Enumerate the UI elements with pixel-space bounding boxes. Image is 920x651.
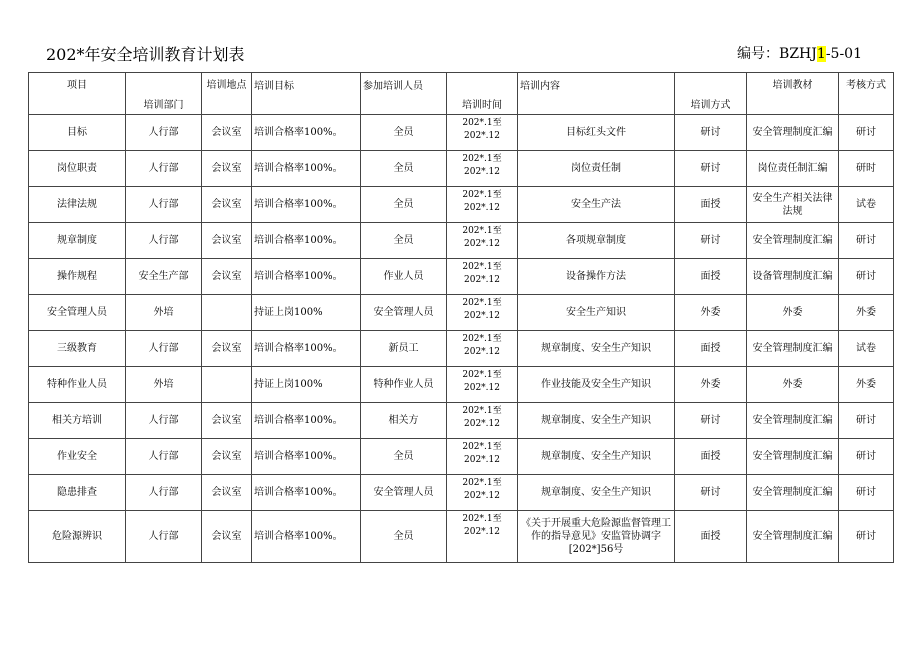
cell-materials: 安全管理制度汇编 bbox=[747, 511, 839, 563]
cell-goal: 持证上岗100% bbox=[252, 295, 361, 331]
cell-project: 安全管理人员 bbox=[29, 295, 126, 331]
cell-assessment: 研讨 bbox=[839, 115, 894, 151]
table-row bbox=[29, 259, 894, 295]
cell-participants: 全员 bbox=[361, 223, 447, 259]
cell-content: 岗位责任制 bbox=[518, 151, 675, 187]
header-content: 培训内容 bbox=[518, 73, 675, 115]
cell-method: 研讨 bbox=[675, 115, 747, 151]
cell-time: 202*.1至202*.12 bbox=[447, 187, 518, 223]
cell-time: 202*.1至202*.12 bbox=[447, 259, 518, 295]
header-department: 培训部门 bbox=[126, 73, 202, 115]
cell-location: 会议室 bbox=[202, 223, 252, 259]
table-row bbox=[29, 187, 894, 223]
cell-location: 会议室 bbox=[202, 259, 252, 295]
cell-content: 安全生产知识 bbox=[518, 295, 675, 331]
cell-time: 202*.1至202*.12 bbox=[447, 403, 518, 439]
cell-location: 会议室 bbox=[202, 151, 252, 187]
cell-materials: 安全管理制度汇编 bbox=[747, 331, 839, 367]
document-code bbox=[737, 43, 862, 63]
header-assessment: 考核方式 bbox=[839, 73, 894, 115]
table-row bbox=[29, 439, 894, 475]
cell-department: 外培 bbox=[126, 367, 202, 403]
header-goal: 培训目标 bbox=[252, 73, 361, 115]
cell-participants: 新员工 bbox=[361, 331, 447, 367]
cell-goal: 培训合格率100%。 bbox=[252, 223, 361, 259]
cell-materials: 安全管理制度汇编 bbox=[747, 223, 839, 259]
cell-time: 202*.1至202*.12 bbox=[447, 115, 518, 151]
cell-project: 岗位职责 bbox=[29, 151, 126, 187]
table-row bbox=[29, 223, 894, 259]
cell-project: 法律法规 bbox=[29, 187, 126, 223]
code-suffix: -5-01 bbox=[825, 46, 862, 62]
cell-location: 会议室 bbox=[202, 439, 252, 475]
cell-department: 人行部 bbox=[126, 223, 202, 259]
code-prefix: 编号：BZHJ bbox=[737, 46, 817, 62]
cell-assessment: 外委 bbox=[839, 367, 894, 403]
cell-content: 设备操作方法 bbox=[518, 259, 675, 295]
cell-goal: 培训合格率100%。 bbox=[252, 511, 361, 563]
cell-department: 人行部 bbox=[126, 403, 202, 439]
cell-project: 目标 bbox=[29, 115, 126, 151]
cell-goal: 培训合格率100%。 bbox=[252, 115, 361, 151]
cell-method: 外委 bbox=[675, 367, 747, 403]
cell-goal: 培训合格率100%。 bbox=[252, 475, 361, 511]
cell-method: 研讨 bbox=[675, 403, 747, 439]
cell-goal: 培训合格率100%。 bbox=[252, 151, 361, 187]
cell-time: 202*.1至202*.12 bbox=[447, 367, 518, 403]
cell-project: 作业安全 bbox=[29, 439, 126, 475]
cell-participants: 全员 bbox=[361, 151, 447, 187]
cell-content: 规章制度、安全生产知识 bbox=[518, 439, 675, 475]
training-plan-table bbox=[28, 72, 894, 563]
header-project: 项目 bbox=[29, 73, 126, 115]
cell-location: 会议室 bbox=[202, 331, 252, 367]
cell-assessment: 试卷 bbox=[839, 331, 894, 367]
cell-department: 人行部 bbox=[126, 439, 202, 475]
cell-department: 人行部 bbox=[126, 151, 202, 187]
cell-content: 安全生产法 bbox=[518, 187, 675, 223]
cell-location: 会议室 bbox=[202, 511, 252, 563]
cell-time: 202*.1至202*.12 bbox=[447, 223, 518, 259]
cell-department: 人行部 bbox=[126, 115, 202, 151]
header-materials: 培训教材 bbox=[747, 73, 839, 115]
cell-method: 面授 bbox=[675, 331, 747, 367]
cell-method: 外委 bbox=[675, 295, 747, 331]
cell-materials: 岗位责任制汇编 bbox=[747, 151, 839, 187]
table-row bbox=[29, 151, 894, 187]
cell-materials: 外委 bbox=[747, 295, 839, 331]
cell-materials: 安全管理制度汇编 bbox=[747, 115, 839, 151]
cell-participants: 全员 bbox=[361, 115, 447, 151]
cell-method: 研讨 bbox=[675, 475, 747, 511]
cell-assessment: 研讨 bbox=[839, 223, 894, 259]
cell-materials: 外委 bbox=[747, 367, 839, 403]
page-title: 202*年安全培训教育计划表 bbox=[46, 45, 245, 64]
cell-participants: 安全管理人员 bbox=[361, 475, 447, 511]
cell-project: 三级教育 bbox=[29, 331, 126, 367]
cell-time: 202*.1至202*.12 bbox=[447, 295, 518, 331]
cell-location bbox=[202, 367, 252, 403]
cell-project: 危险源辨识 bbox=[29, 511, 126, 563]
code-highlight: 1 bbox=[816, 46, 826, 62]
cell-participants: 全员 bbox=[361, 187, 447, 223]
cell-method: 面授 bbox=[675, 511, 747, 563]
header-method: 培训方式 bbox=[675, 73, 747, 115]
table-row bbox=[29, 115, 894, 151]
cell-goal: 培训合格率100%。 bbox=[252, 331, 361, 367]
cell-time: 202*.1至202*.12 bbox=[447, 511, 518, 563]
cell-location: 会议室 bbox=[202, 475, 252, 511]
cell-department: 人行部 bbox=[126, 187, 202, 223]
cell-participants: 全员 bbox=[361, 439, 447, 475]
cell-assessment: 研讨 bbox=[839, 511, 894, 563]
cell-participants: 特种作业人员 bbox=[361, 367, 447, 403]
cell-method: 面授 bbox=[675, 259, 747, 295]
cell-materials: 安全管理制度汇编 bbox=[747, 403, 839, 439]
header-participants: 参加培训人员 bbox=[361, 73, 447, 115]
cell-materials: 安全管理制度汇编 bbox=[747, 475, 839, 511]
cell-location: 会议室 bbox=[202, 187, 252, 223]
cell-materials: 安全生产相关法律法规 bbox=[747, 187, 839, 223]
table-row bbox=[29, 331, 894, 367]
cell-goal: 培训合格率100%。 bbox=[252, 259, 361, 295]
table-row bbox=[29, 403, 894, 439]
cell-department: 外培 bbox=[126, 295, 202, 331]
cell-assessment: 研讨 bbox=[839, 439, 894, 475]
cell-assessment: 外委 bbox=[839, 295, 894, 331]
cell-department: 人行部 bbox=[126, 331, 202, 367]
cell-participants: 全员 bbox=[361, 511, 447, 563]
cell-content: 《关于开展重大危险源监督管理工作的指导意见》安监管协调字[202*]56号 bbox=[518, 511, 675, 563]
cell-participants: 作业人员 bbox=[361, 259, 447, 295]
cell-time: 202*.1至202*.12 bbox=[447, 151, 518, 187]
cell-participants: 安全管理人员 bbox=[361, 295, 447, 331]
header-location: 培训地点 bbox=[202, 73, 252, 115]
table-row bbox=[29, 295, 894, 331]
cell-goal: 培训合格率100%。 bbox=[252, 187, 361, 223]
cell-project: 规章制度 bbox=[29, 223, 126, 259]
table-row bbox=[29, 367, 894, 403]
table-row bbox=[29, 475, 894, 511]
cell-location: 会议室 bbox=[202, 403, 252, 439]
cell-department: 安全生产部 bbox=[126, 259, 202, 295]
cell-project: 操作规程 bbox=[29, 259, 126, 295]
header-row bbox=[29, 73, 894, 115]
cell-materials: 安全管理制度汇编 bbox=[747, 439, 839, 475]
cell-method: 面授 bbox=[675, 187, 747, 223]
cell-assessment: 研讨 bbox=[839, 259, 894, 295]
cell-content: 作业技能及安全生产知识 bbox=[518, 367, 675, 403]
cell-content: 规章制度、安全生产知识 bbox=[518, 475, 675, 511]
cell-project: 隐患排查 bbox=[29, 475, 126, 511]
cell-assessment: 研讨 bbox=[839, 403, 894, 439]
cell-time: 202*.1至202*.12 bbox=[447, 331, 518, 367]
cell-method: 研讨 bbox=[675, 151, 747, 187]
cell-location bbox=[202, 295, 252, 331]
cell-assessment: 研时 bbox=[839, 151, 894, 187]
cell-content: 各项规章制度 bbox=[518, 223, 675, 259]
cell-materials: 设备管理制度汇编 bbox=[747, 259, 839, 295]
cell-content: 规章制度、安全生产知识 bbox=[518, 331, 675, 367]
cell-method: 面授 bbox=[675, 439, 747, 475]
header-time: 培训时间 bbox=[447, 73, 518, 115]
cell-project: 特种作业人员 bbox=[29, 367, 126, 403]
cell-goal: 培训合格率100%。 bbox=[252, 403, 361, 439]
cell-department: 人行部 bbox=[126, 511, 202, 563]
cell-time: 202*.1至202*.12 bbox=[447, 439, 518, 475]
cell-goal: 持证上岗100% bbox=[252, 367, 361, 403]
cell-assessment: 试卷 bbox=[839, 187, 894, 223]
cell-method: 研讨 bbox=[675, 223, 747, 259]
cell-participants: 相关方 bbox=[361, 403, 447, 439]
cell-department: 人行部 bbox=[126, 475, 202, 511]
cell-content: 目标红头文件 bbox=[518, 115, 675, 151]
cell-time: 202*.1至202*.12 bbox=[447, 475, 518, 511]
cell-goal: 培训合格率100%。 bbox=[252, 439, 361, 475]
cell-content: 规章制度、安全生产知识 bbox=[518, 403, 675, 439]
table-row bbox=[29, 511, 894, 563]
cell-location: 会议室 bbox=[202, 115, 252, 151]
cell-assessment: 研讨 bbox=[839, 475, 894, 511]
cell-project: 相关方培训 bbox=[29, 403, 126, 439]
